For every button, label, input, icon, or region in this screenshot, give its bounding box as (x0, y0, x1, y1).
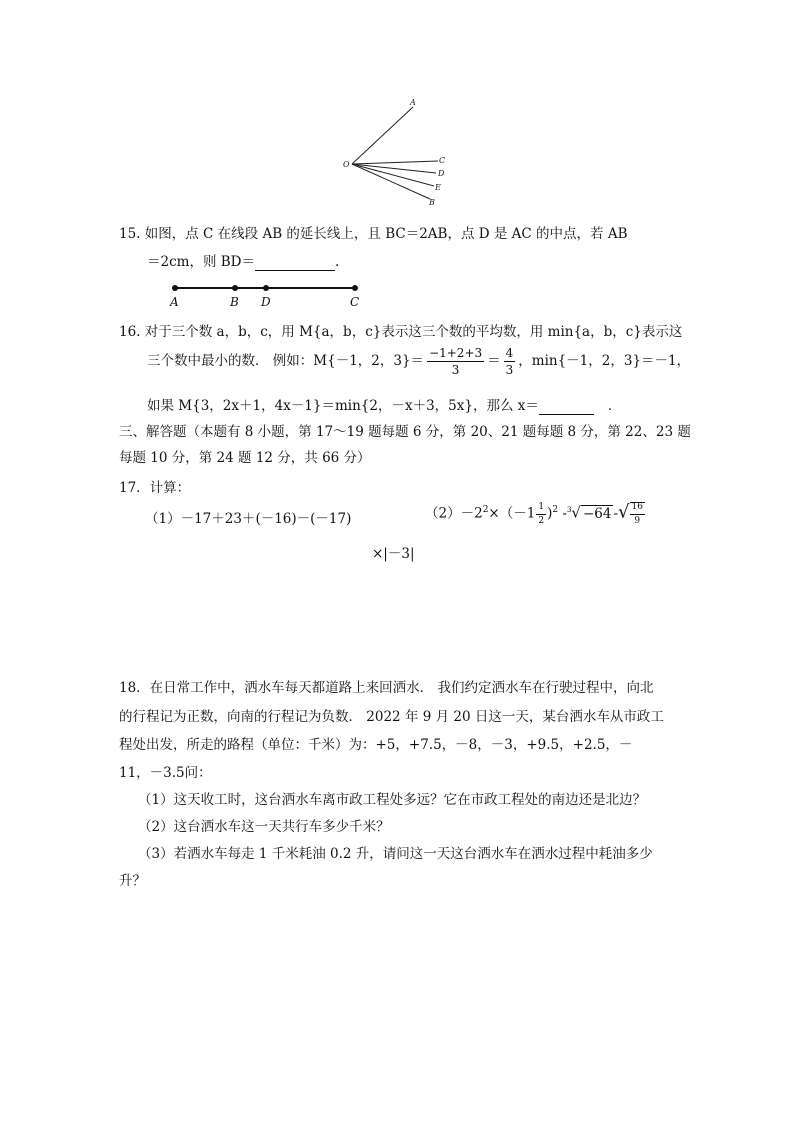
section3-heading-cont: 每题 10 分，第 24 题 12 分，共 66 分） (119, 450, 371, 466)
ray-od (352, 164, 436, 173)
cube-root-radicand: −64 (582, 505, 612, 522)
exponent-2: 2 (552, 505, 559, 515)
seg-label-a: A (170, 295, 179, 309)
close-paren: ) (547, 505, 553, 522)
seg-label-b: B (230, 295, 239, 309)
fraction-result-denominator: 3 (505, 363, 514, 377)
q16-min-example: ，min{－1，2，3}＝－1， (518, 353, 691, 369)
exponent: 2 (482, 505, 489, 515)
q15-line2 (147, 250, 339, 271)
q18-sub3-cont: 升？ (119, 873, 146, 889)
q18-sub1: （1）这天收工时，这台洒水车离市政工程处多远？它在市政工程处的南边还是北边？ (138, 792, 647, 808)
point-label-a: A (410, 98, 416, 107)
seg-label-c: C (350, 295, 360, 309)
q18-sub2: （2）这台洒水车这一天共行车多少千米？ (138, 819, 390, 835)
q15-answer-blank (255, 254, 335, 271)
q18-sub3: （3）若洒水车每走 1 千米耗油 0.2 升，请问这一天这台洒水车在洒水过程中耗油多少 (138, 846, 653, 862)
angle-rays-figure (330, 95, 460, 210)
point-b (232, 285, 238, 291)
sqrt-icon: √ (618, 501, 630, 523)
cube-root-index: 3 (566, 506, 572, 514)
q17-part2-start: （2）－2 (425, 505, 483, 522)
ray-oa (352, 107, 413, 164)
fraction-result-numerator: 4 (505, 346, 514, 360)
point-label-d: D (438, 169, 445, 178)
q18-line3: 程处出发，所走的路程（单位：千米）为：+5，+7.5，－8，－3，+9.5，+2.5，－ (119, 737, 633, 753)
fraction-mean-numerator: −1+2+3 (429, 346, 483, 360)
q18-line1: 18．在日常工作中，洒水车每天都道路上来回洒水． 我们约定洒水车在行驶过程中，向北 (119, 680, 654, 696)
sqrt-denominator: 9 (634, 516, 641, 526)
q18-line4: 11，－3.5问： (119, 765, 212, 781)
mixed-fraction-denominator: 2 (538, 515, 545, 526)
q17-part1: （1）－17＋23＋(－16)－(－17) (145, 511, 352, 527)
mixed-fraction (536, 503, 546, 526)
sqrt-fraction (630, 502, 645, 526)
q16-answer-blank (539, 398, 594, 415)
fraction-mean (427, 347, 484, 376)
fraction-mean-denominator: 3 (451, 363, 460, 377)
q15-text: ＝2cm，则 BD＝ (147, 254, 255, 270)
minus-sign-2: - (613, 505, 619, 522)
q16-line2 (147, 347, 690, 376)
point-d (263, 285, 269, 291)
point-label-e: E (435, 183, 441, 192)
minus-sign: - (558, 505, 567, 522)
radical-icon: √ (571, 503, 581, 522)
q16-example-text: 三个数中最小的数． 例如：M{－1，2，3}＝ (147, 353, 425, 369)
point-c (352, 285, 358, 291)
q15-line1: 15. 如图，点 C 在线段 AB 的延长线上，且 BC＝2AB，点 D 是 AC 的中点，若 AB (119, 226, 628, 242)
point-label-b: B (429, 198, 435, 207)
q16-line3 (147, 394, 621, 415)
point-label-c: C (439, 156, 446, 165)
q15-period: . (335, 254, 340, 270)
sqrt-numerator: 16 (630, 503, 645, 515)
seg-label-d: D (261, 295, 271, 309)
q16-question-text: 如果 M{3，2x＋1，4x－1}＝min{2，－x＋3，5x}，那么 x＝ (147, 398, 539, 414)
ray-oc (352, 161, 438, 164)
q17-part2 (425, 502, 645, 526)
q17-title: 17．计算： (119, 480, 191, 496)
q16-period: ． (607, 398, 622, 414)
q18-line2: 的行程记为正数，向南的行程记为负数． 2022 年 9 月 20 日这一天，某台洒水车从市政工 (119, 709, 664, 725)
mixed-fraction-numerator: 1 (536, 503, 546, 515)
q17-part2-line2: ×|－3| (372, 546, 415, 562)
point-a (172, 285, 178, 291)
fraction-result (504, 347, 516, 376)
equals-sign: ＝ (487, 353, 501, 369)
q16-line1: 16. 对于三个数 a，b，c，用 M{a，b，c}表示这三个数的平均数，用 min{a，b，c}表示这 (119, 324, 683, 340)
segment-figure (165, 280, 370, 310)
section3-heading: 三、解答题（本题有 8 小题，第 17～19 题每题 6 分，第 20、21 题每题 8 分，第 22、23 题 (119, 424, 691, 440)
point-label-o: O (343, 160, 350, 169)
q17-part2-mixed: ×（－1 (488, 505, 536, 522)
